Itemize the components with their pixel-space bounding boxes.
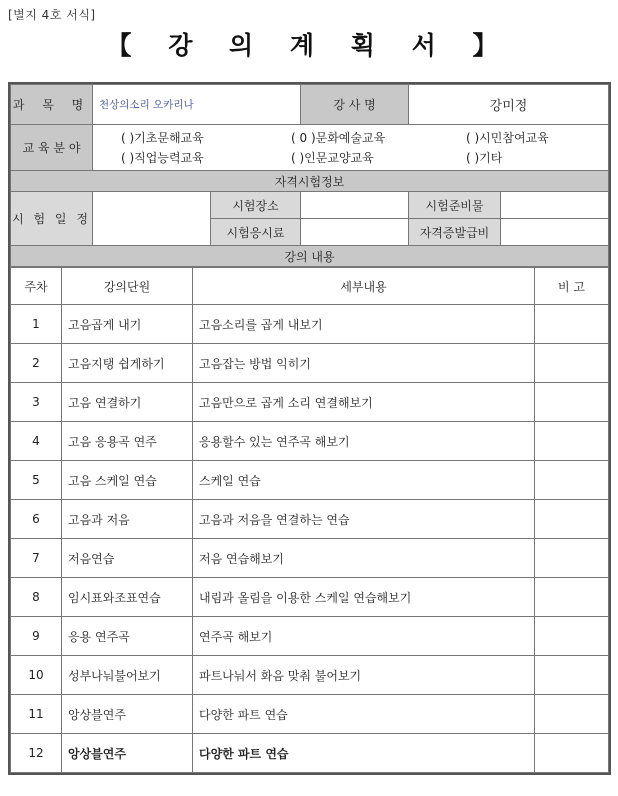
- exam-section-title: 자격시험정보: [11, 171, 609, 192]
- unit-cell: 고음 스케일 연습: [62, 461, 193, 500]
- exam-place-value[interactable]: [301, 192, 409, 219]
- table-row: [11, 617, 609, 656]
- instructor-label: 강 사 명: [301, 85, 409, 125]
- table-row: [11, 383, 609, 422]
- header-detail: 세부내용: [193, 268, 535, 305]
- note-cell[interactable]: [535, 422, 609, 461]
- unit-cell: 성부나눠불어보기: [62, 656, 193, 695]
- week-cell: 3: [11, 383, 62, 422]
- week-cell: 2: [11, 344, 62, 383]
- week-cell: 1: [11, 305, 62, 344]
- unit-cell: 앙상블연주: [62, 695, 193, 734]
- table-row: [11, 695, 609, 734]
- week-cell: 5: [11, 461, 62, 500]
- lecture-plan-form: [8, 82, 611, 775]
- note-cell[interactable]: [535, 695, 609, 734]
- header-note: 비 고: [535, 268, 609, 305]
- header-unit: 강의단원: [62, 268, 193, 305]
- week-cell: 10: [11, 656, 62, 695]
- exam-date-label: 시 험 일 정: [11, 192, 93, 246]
- table-row: [11, 578, 609, 617]
- note-cell[interactable]: [535, 500, 609, 539]
- unit-cell: 고음 연결하기: [62, 383, 193, 422]
- unit-cell: 임시표와조표연습: [62, 578, 193, 617]
- subject-value: 천상의소리 오카리나: [93, 85, 301, 125]
- exam-fee-label: 시험응시료: [211, 219, 301, 246]
- exam-place-label: 시험장소: [211, 192, 301, 219]
- note-cell[interactable]: [535, 617, 609, 656]
- category-option[interactable]: ( )직업능력교육: [121, 151, 204, 165]
- table-row: [11, 734, 609, 773]
- detail-cell: 다양한 파트 연습: [193, 734, 535, 773]
- week-cell: 11: [11, 695, 62, 734]
- detail-cell: 연주곡 해보기: [193, 617, 535, 656]
- category-option[interactable]: ( )인문교양교육: [291, 151, 374, 165]
- detail-cell: 고음과 저음을 연결하는 연습: [193, 500, 535, 539]
- detail-cell: 고음잡는 방법 익히기: [193, 344, 535, 383]
- note-cell[interactable]: [535, 383, 609, 422]
- note-cell[interactable]: [535, 539, 609, 578]
- category-options: [93, 125, 609, 171]
- detail-cell: 다양한 파트 연습: [193, 695, 535, 734]
- table-row: [11, 344, 609, 383]
- table-row: [11, 500, 609, 539]
- info-table: [10, 84, 609, 267]
- category-option[interactable]: ( )기타: [466, 151, 503, 165]
- table-row: [11, 539, 609, 578]
- exam-date-value[interactable]: [93, 192, 211, 246]
- category-label: 교 육 분 야: [11, 125, 93, 171]
- table-row: [11, 461, 609, 500]
- note-cell[interactable]: [535, 656, 609, 695]
- category-option[interactable]: ( 0 )문화예술교육: [291, 131, 386, 145]
- exam-prep-label: 시험준비물: [409, 192, 501, 219]
- exam-prep-value[interactable]: [501, 192, 609, 219]
- table-row: [11, 422, 609, 461]
- unit-cell: 고음지탱 쉽게하기: [62, 344, 193, 383]
- week-cell: 7: [11, 539, 62, 578]
- content-table: [10, 267, 609, 773]
- subject-label: 과 목 명: [11, 85, 93, 125]
- note-cell[interactable]: [535, 734, 609, 773]
- category-option[interactable]: ( )시민참여교육: [466, 131, 549, 145]
- content-section-title: 강의 내용: [11, 246, 609, 267]
- note-cell[interactable]: [535, 461, 609, 500]
- exam-fee-value[interactable]: [301, 219, 409, 246]
- table-row: [11, 656, 609, 695]
- header-week: 주차: [11, 268, 62, 305]
- content-header-row: [11, 268, 609, 305]
- category-option[interactable]: ( )기초문해교육: [121, 131, 204, 145]
- detail-cell: 파트나눠서 화음 맞춰 불어보기: [193, 656, 535, 695]
- page-title: 【 강 의 계 획 서 】: [106, 31, 512, 60]
- week-cell: 9: [11, 617, 62, 656]
- unit-cell: 앙상블연주: [62, 734, 193, 773]
- cert-fee-value[interactable]: [501, 219, 609, 246]
- unit-cell: 응용 연주곡: [62, 617, 193, 656]
- detail-cell: 응용할수 있는 연주곡 해보기: [193, 422, 535, 461]
- instructor-value: 강미정: [409, 85, 609, 125]
- unit-cell: 저음연습: [62, 539, 193, 578]
- unit-cell: 고음곱게 내기: [62, 305, 193, 344]
- note-cell[interactable]: [535, 344, 609, 383]
- table-row: [11, 305, 609, 344]
- detail-cell: 저음 연습해보기: [193, 539, 535, 578]
- detail-cell: 고음만으로 곱게 소리 연결해보기: [193, 383, 535, 422]
- week-cell: 6: [11, 500, 62, 539]
- note-cell[interactable]: [535, 578, 609, 617]
- week-cell: 12: [11, 734, 62, 773]
- note-cell[interactable]: [535, 305, 609, 344]
- detail-cell: 고음소리를 곱게 내보기: [193, 305, 535, 344]
- detail-cell: 스케일 연습: [193, 461, 535, 500]
- cert-fee-label: 자격증발급비: [409, 219, 501, 246]
- detail-cell: 내림과 올림을 이용한 스케일 연습해보기: [193, 578, 535, 617]
- unit-cell: 고음 응용곡 연주: [62, 422, 193, 461]
- week-cell: 8: [11, 578, 62, 617]
- form-number-label: [별지 4호 서식]: [8, 8, 96, 22]
- week-cell: 4: [11, 422, 62, 461]
- unit-cell: 고음과 저음: [62, 500, 193, 539]
